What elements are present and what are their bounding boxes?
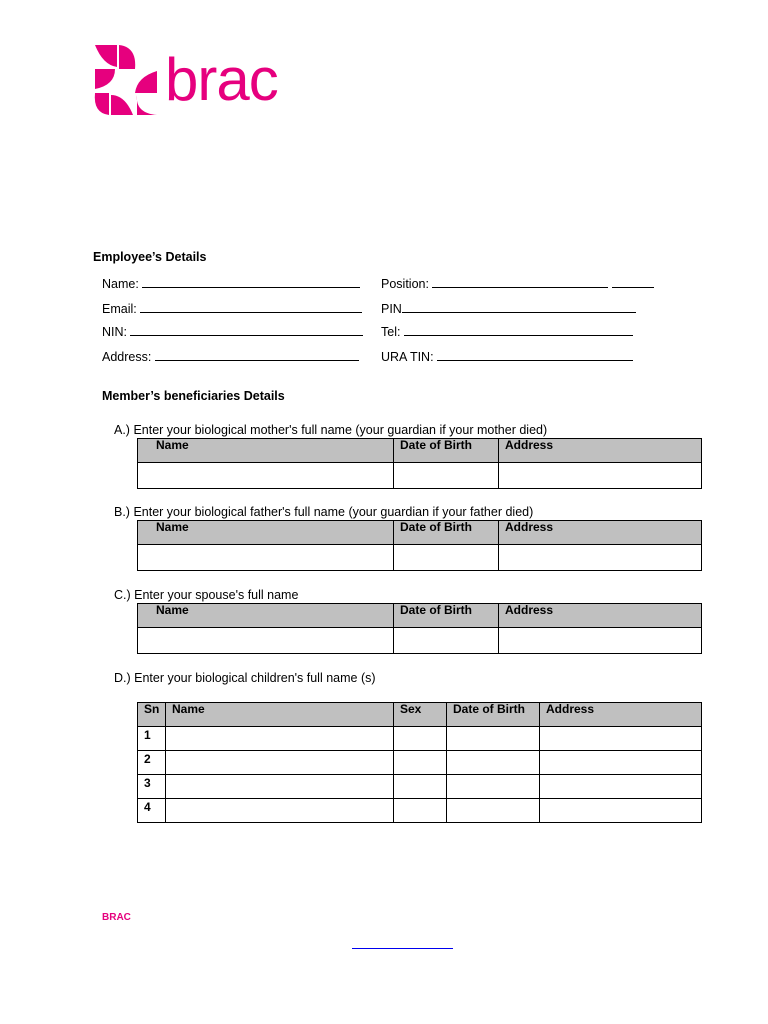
address-field[interactable] bbox=[102, 348, 359, 364]
question-d: D.) Enter your biological children's full name (s) bbox=[114, 671, 376, 685]
dob-header: Date of Birth bbox=[394, 604, 499, 628]
address-header: Address bbox=[499, 521, 702, 545]
spouse-entry-row bbox=[138, 628, 702, 654]
child-sex-cell[interactable] bbox=[394, 799, 447, 823]
children-header-row bbox=[138, 703, 702, 727]
child-dob-cell[interactable] bbox=[447, 751, 540, 775]
child-name-cell[interactable] bbox=[166, 751, 394, 775]
sn-header: Sn bbox=[138, 703, 166, 727]
nin-line[interactable] bbox=[130, 323, 363, 336]
email-line[interactable] bbox=[140, 300, 362, 313]
brac-logo-text: brac bbox=[165, 46, 278, 113]
footer-link-underline[interactable] bbox=[352, 947, 453, 949]
child-name-cell[interactable] bbox=[166, 775, 394, 799]
nin-label: NIN: bbox=[102, 325, 127, 339]
address-header: Address bbox=[499, 439, 702, 463]
position-label: Position: bbox=[381, 277, 429, 291]
child-row bbox=[138, 727, 702, 751]
children-table bbox=[137, 702, 702, 823]
name-field[interactable] bbox=[102, 275, 360, 291]
dob-header: Date of Birth bbox=[394, 439, 499, 463]
position-line-extra[interactable] bbox=[612, 275, 654, 288]
beneficiaries-title: Member’s beneficiaries Details bbox=[102, 389, 285, 403]
brac-pinwheel-icon bbox=[93, 43, 159, 117]
email-label: Email: bbox=[102, 302, 137, 316]
pin-label: PIN bbox=[381, 302, 402, 316]
mother-table bbox=[137, 438, 702, 489]
child-address-cell[interactable] bbox=[540, 727, 702, 751]
address-header: Address bbox=[540, 703, 702, 727]
question-c: C.) Enter your spouse's full name bbox=[114, 588, 299, 602]
spouse-address-cell[interactable] bbox=[499, 628, 702, 654]
child-sn: 3 bbox=[138, 775, 166, 799]
mother-name-cell[interactable] bbox=[138, 463, 394, 489]
ura-tin-field[interactable] bbox=[381, 348, 633, 364]
address-label: Address: bbox=[102, 350, 152, 364]
name-header: Name bbox=[166, 703, 394, 727]
child-address-cell[interactable] bbox=[540, 775, 702, 799]
child-sn: 1 bbox=[138, 727, 166, 751]
spouse-name-cell[interactable] bbox=[138, 628, 394, 654]
dob-header: Date of Birth bbox=[394, 521, 499, 545]
nin-field[interactable] bbox=[102, 323, 363, 339]
child-address-cell[interactable] bbox=[540, 751, 702, 775]
footer-brac-text: BRAC bbox=[102, 912, 131, 923]
tel-label: Tel: bbox=[381, 325, 401, 339]
position-field[interactable] bbox=[381, 275, 654, 291]
pin-line[interactable] bbox=[402, 300, 636, 313]
child-sex-cell[interactable] bbox=[394, 775, 447, 799]
question-b: B.) Enter your biological father's full name (your guardian if your father died) bbox=[114, 505, 534, 519]
child-sn: 4 bbox=[138, 799, 166, 823]
child-sex-cell[interactable] bbox=[394, 727, 447, 751]
spouse-dob-cell[interactable] bbox=[394, 628, 499, 654]
father-name-cell[interactable] bbox=[138, 545, 394, 571]
pin-field[interactable] bbox=[381, 300, 636, 316]
mother-address-cell[interactable] bbox=[499, 463, 702, 489]
ura-tin-label: URA TIN: bbox=[381, 350, 434, 364]
spouse-header-row bbox=[138, 604, 702, 628]
name-header: Name bbox=[138, 604, 394, 628]
address-line[interactable] bbox=[155, 348, 359, 361]
child-dob-cell[interactable] bbox=[447, 799, 540, 823]
name-header: Name bbox=[138, 439, 394, 463]
dob-header: Date of Birth bbox=[447, 703, 540, 727]
father-header-row bbox=[138, 521, 702, 545]
father-table bbox=[137, 520, 702, 571]
child-row bbox=[138, 775, 702, 799]
ura-tin-line[interactable] bbox=[437, 348, 633, 361]
child-name-cell[interactable] bbox=[166, 727, 394, 751]
spouse-table bbox=[137, 603, 702, 654]
brac-logo bbox=[93, 43, 293, 117]
father-dob-cell[interactable] bbox=[394, 545, 499, 571]
child-dob-cell[interactable] bbox=[447, 775, 540, 799]
mother-entry-row bbox=[138, 463, 702, 489]
question-a: A.) Enter your biological mother's full name (your guardian if your mother died) bbox=[114, 423, 548, 437]
child-sn: 2 bbox=[138, 751, 166, 775]
father-address-cell[interactable] bbox=[499, 545, 702, 571]
tel-line[interactable] bbox=[404, 323, 633, 336]
child-dob-cell[interactable] bbox=[447, 727, 540, 751]
email-field[interactable] bbox=[102, 300, 362, 316]
position-line[interactable] bbox=[432, 275, 608, 288]
name-line[interactable] bbox=[142, 275, 360, 288]
child-sex-cell[interactable] bbox=[394, 751, 447, 775]
name-header: Name bbox=[138, 521, 394, 545]
sex-header: Sex bbox=[394, 703, 447, 727]
child-address-cell[interactable] bbox=[540, 799, 702, 823]
tel-field[interactable] bbox=[381, 323, 633, 339]
employee-details-title: Employee’s Details bbox=[93, 250, 207, 264]
address-header: Address bbox=[499, 604, 702, 628]
mother-dob-cell[interactable] bbox=[394, 463, 499, 489]
child-row bbox=[138, 799, 702, 823]
mother-header-row bbox=[138, 439, 702, 463]
child-name-cell[interactable] bbox=[166, 799, 394, 823]
name-label: Name: bbox=[102, 277, 139, 291]
father-entry-row bbox=[138, 545, 702, 571]
child-row bbox=[138, 751, 702, 775]
